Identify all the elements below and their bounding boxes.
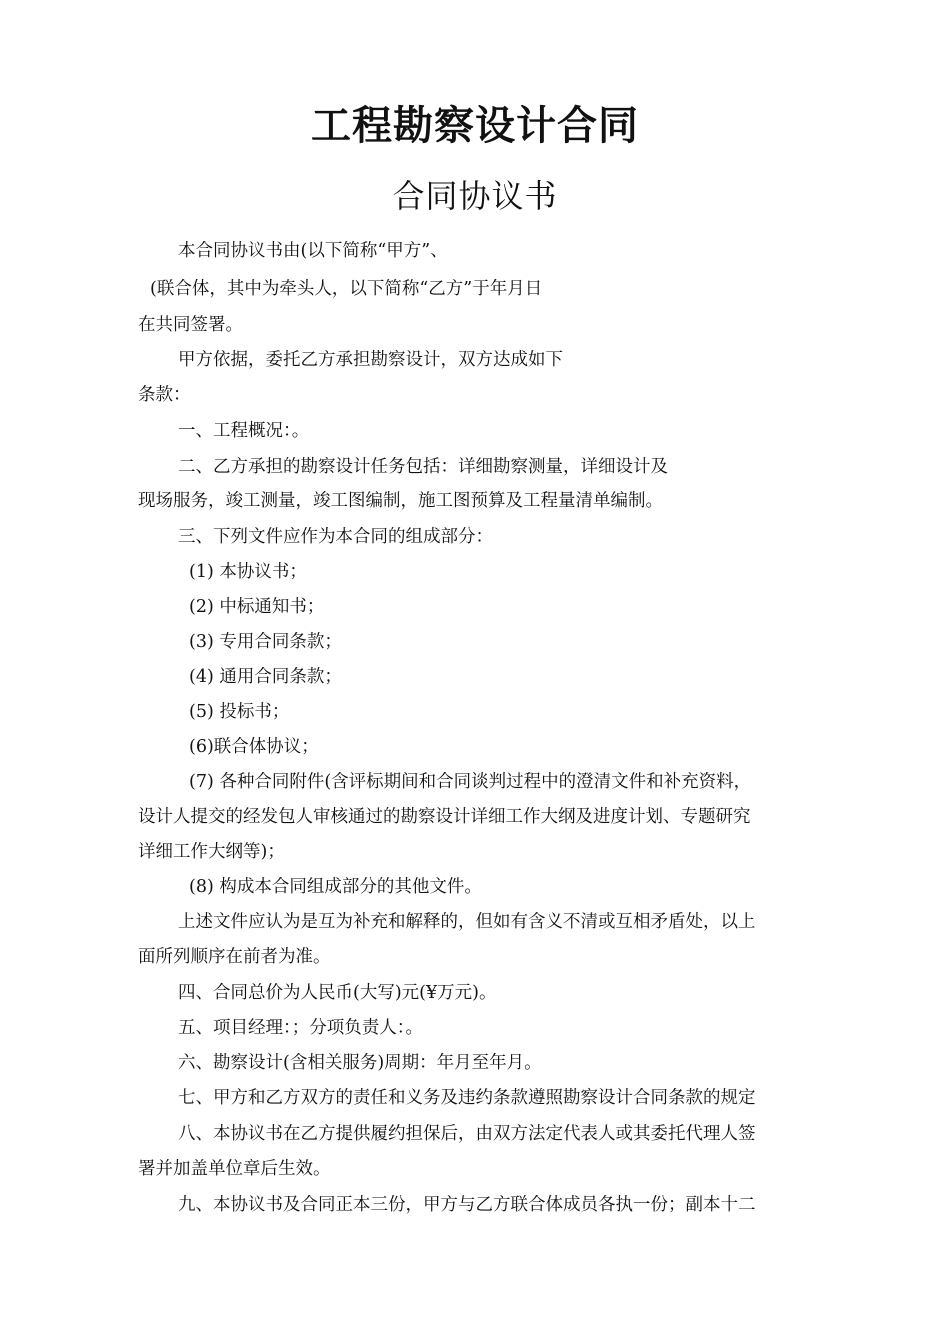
- paragraph-line: 四、合同总价为人民币(大写)元(¥万元)。: [178, 983, 497, 1003]
- paragraph-line: 一、工程概况：。: [178, 421, 310, 441]
- paragraph-line: 五、项目经理：；分项负责人：。: [178, 1018, 423, 1038]
- list-item: (2) 中标通知书；: [189, 597, 325, 617]
- list-item: (6)联合体协议；: [189, 737, 319, 757]
- paragraph-line: 详细工作大纲等)；: [138, 842, 285, 862]
- paragraph-line: 甲方依据，委托乙方承担勘察设计，双方达成如下: [178, 350, 563, 370]
- list-item: (4) 通用合同条款；: [189, 667, 342, 687]
- paragraph-line: 面所列顺序在前者为准。: [138, 947, 331, 967]
- paragraph-line: 九、本协议书及合同正本三份，甲方与乙方联合体成员各执一份；副本十二: [178, 1195, 756, 1215]
- paragraph-line: 署并加盖单位章后生效。: [138, 1159, 331, 1179]
- paragraph-line: 现场服务，竣工测量，竣工图编制，施工图预算及工程量清单编制。: [138, 491, 663, 511]
- list-item: (5) 投标书；: [189, 702, 290, 722]
- paragraph-line: 条款：: [138, 385, 191, 405]
- list-item: (3) 专用合同条款；: [189, 632, 342, 652]
- paragraph-line: (联合体，其中为牵头人，以下简称“乙方”于年月日: [150, 279, 543, 299]
- list-item: (7) 各种合同附件(含评标期间和合同谈判过程中的澄清文件和补充资料，: [189, 772, 752, 792]
- paragraph-line: 八、本协议书在乙方提供履约担保后，由双方法定代表人或其委托代理人签: [178, 1124, 756, 1144]
- paragraph-line: 设计人提交的经发包人审核通过的勘察设计详细工作大纲及进度计划、专题研究: [138, 807, 751, 827]
- paragraph-line: 本合同协议书由(以下简称“甲方”、: [178, 241, 448, 261]
- document-title: 工程勘察设计合同: [311, 103, 639, 149]
- paragraph-line: 三、下列文件应作为本合同的组成部分：: [178, 527, 493, 547]
- paragraph-line: 在共同签署。: [138, 315, 243, 335]
- document-subtitle: 合同协议书: [392, 177, 558, 215]
- paragraph-line: 六、勘察设计(含相关服务)周期：年月至年月。: [178, 1053, 542, 1073]
- paragraph-line: 二、乙方承担的勘察设计任务包括：详细勘察测量，详细设计及: [178, 457, 668, 477]
- list-item: (8) 构成本合同组成部分的其他文件。: [189, 877, 482, 897]
- list-item: (1) 本协议书；: [189, 562, 307, 582]
- paragraph-line: 七、甲方和乙方双方的责任和义务及违约条款遵照勘察设计合同条款的规定: [178, 1088, 756, 1108]
- paragraph-line: 上述文件应认为是互为补充和解释的，但如有含义不清或互相矛盾处，以上: [178, 912, 756, 932]
